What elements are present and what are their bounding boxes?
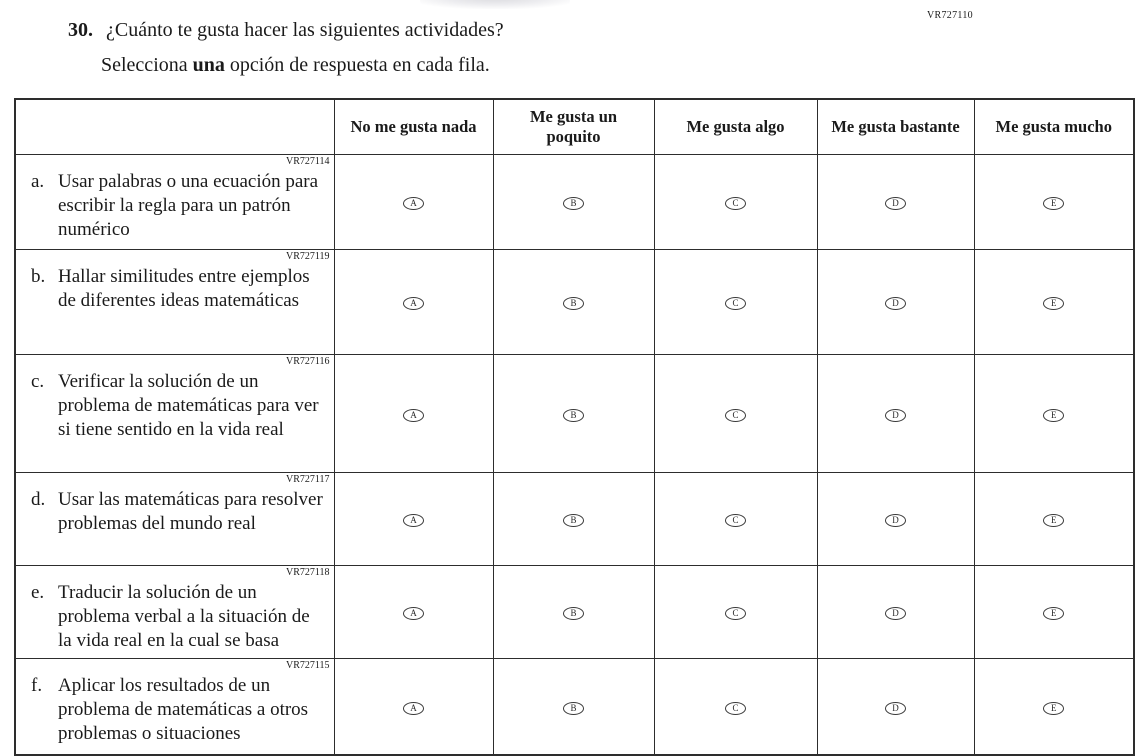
option-cell[interactable]	[334, 155, 493, 250]
option-bubble[interactable]: C	[725, 197, 746, 210]
option-bubble[interactable]: E	[1043, 197, 1064, 210]
option-cell[interactable]	[654, 659, 817, 756]
option-cell[interactable]	[654, 155, 817, 250]
option-cell[interactable]	[334, 659, 493, 756]
option-bubble[interactable]: B	[563, 702, 584, 715]
header-cell: Me gusta un poquito	[493, 99, 654, 155]
row-code: VR727117	[285, 474, 330, 485]
option-cell[interactable]	[817, 659, 974, 756]
option-cell[interactable]	[334, 473, 493, 566]
option-cell[interactable]	[654, 473, 817, 566]
instruction-bold-word: una	[192, 54, 225, 76]
form-code: VR727110	[927, 10, 973, 21]
row-code: VR727114	[285, 156, 330, 167]
cropped-gray-box	[420, 0, 570, 9]
option-cell[interactable]	[817, 155, 974, 250]
option-cell[interactable]	[974, 355, 1134, 473]
row-letter: d.	[31, 488, 46, 510]
table-row	[15, 473, 1134, 566]
header-empty-cell	[15, 99, 334, 155]
option-cell[interactable]	[493, 659, 654, 756]
option-cell[interactable]	[817, 355, 974, 473]
option-bubble[interactable]: E	[1043, 607, 1064, 620]
row-text: Usar las matemáticas para resolver problemas del mundo real	[58, 488, 323, 534]
option-bubble[interactable]: D	[885, 514, 906, 527]
option-bubble[interactable]: D	[885, 702, 906, 715]
survey-table-body	[15, 155, 1134, 756]
table-row	[15, 566, 1134, 659]
option-bubble[interactable]: B	[563, 409, 584, 422]
option-cell[interactable]	[493, 355, 654, 473]
option-cell[interactable]	[974, 659, 1134, 756]
row-text: Verificar la solución de un problema de matemáticas para ver si tiene sentido en la vida real	[58, 370, 319, 440]
question-line	[68, 18, 504, 43]
row-letter: e.	[31, 581, 45, 603]
row-text: Usar palabras o una ecuación para escribir la regla para un patrón numérico	[58, 170, 319, 240]
row-letter: c.	[31, 370, 45, 392]
item-text	[16, 486, 334, 540]
option-cell[interactable]	[817, 473, 974, 566]
item-text	[16, 579, 334, 657]
option-cell[interactable]	[493, 155, 654, 250]
row-letter: f.	[31, 674, 43, 696]
item-cell	[15, 659, 334, 756]
row-letter: b.	[31, 265, 46, 287]
instruction-prefix: Selecciona	[101, 54, 193, 76]
option-bubble[interactable]: A	[403, 297, 424, 310]
table-row	[15, 355, 1134, 473]
survey-table	[14, 98, 1135, 756]
option-bubble[interactable]: B	[563, 607, 584, 620]
option-bubble[interactable]: D	[885, 409, 906, 422]
header-cell: No me gusta nada	[334, 99, 493, 155]
option-cell[interactable]	[817, 250, 974, 355]
table-row	[15, 155, 1134, 250]
option-bubble[interactable]: E	[1043, 514, 1064, 527]
option-bubble[interactable]: D	[885, 607, 906, 620]
question-instruction	[101, 54, 504, 77]
option-cell[interactable]	[654, 250, 817, 355]
option-bubble[interactable]: A	[403, 514, 424, 527]
option-cell[interactable]	[493, 250, 654, 355]
row-text: Hallar similitudes entre ejemplos de diferentes ideas matemáticas	[58, 265, 310, 311]
item-text	[16, 263, 334, 317]
option-bubble[interactable]: D	[885, 297, 906, 310]
option-bubble[interactable]: B	[563, 297, 584, 310]
question-number: 30.	[68, 19, 93, 41]
option-bubble[interactable]: A	[403, 409, 424, 422]
row-letter: a.	[31, 170, 45, 192]
option-bubble[interactable]: D	[885, 197, 906, 210]
option-bubble[interactable]: E	[1043, 297, 1064, 310]
option-cell[interactable]	[654, 566, 817, 659]
option-cell[interactable]	[493, 473, 654, 566]
table-row	[15, 659, 1134, 756]
option-bubble[interactable]: C	[725, 409, 746, 422]
option-cell[interactable]	[334, 250, 493, 355]
item-text	[16, 672, 334, 750]
row-code: VR727115	[285, 660, 330, 671]
table-row	[15, 250, 1134, 355]
option-bubble[interactable]: E	[1043, 409, 1064, 422]
item-text	[16, 168, 334, 246]
option-cell[interactable]	[974, 155, 1134, 250]
row-text: Traducir la solución de un problema verbal a la situación de la vida real en la cual se basa	[58, 581, 310, 651]
item-cell	[15, 155, 334, 250]
row-code: VR727119	[285, 251, 330, 262]
item-cell	[15, 473, 334, 566]
option-cell[interactable]	[654, 355, 817, 473]
instruction-suffix: opción de respuesta en cada fila.	[224, 54, 490, 76]
option-bubble[interactable]: E	[1043, 702, 1064, 715]
option-bubble[interactable]: A	[403, 197, 424, 210]
option-cell[interactable]	[334, 355, 493, 473]
row-text: Aplicar los resultados de un problema de matemáticas a otros problemas o situaciones	[58, 674, 309, 744]
item-cell	[15, 566, 334, 659]
option-bubble[interactable]: B	[563, 197, 584, 210]
option-cell[interactable]	[974, 566, 1134, 659]
item-cell	[15, 355, 334, 473]
question-block	[68, 18, 504, 77]
option-bubble[interactable]: C	[725, 514, 746, 527]
header-cell: Me gusta algo	[654, 99, 817, 155]
header-row	[15, 99, 1134, 155]
option-bubble[interactable]: C	[725, 297, 746, 310]
option-bubble[interactable]: A	[403, 702, 424, 715]
option-cell[interactable]	[974, 250, 1134, 355]
option-bubble[interactable]: B	[563, 514, 584, 527]
option-cell[interactable]	[493, 566, 654, 659]
option-cell[interactable]	[817, 566, 974, 659]
header-cell: Me gusta mucho	[974, 99, 1134, 155]
option-cell[interactable]	[334, 566, 493, 659]
header-cell: Me gusta bastante	[817, 99, 974, 155]
option-bubble[interactable]: C	[725, 607, 746, 620]
question-text: ¿Cuánto te gusta hacer las siguientes actividades?	[106, 19, 504, 41]
option-bubble[interactable]: C	[725, 702, 746, 715]
row-code: VR727118	[285, 567, 330, 578]
item-cell	[15, 250, 334, 355]
option-cell[interactable]	[974, 473, 1134, 566]
option-bubble[interactable]: A	[403, 607, 424, 620]
item-text	[16, 368, 334, 446]
row-code: VR727116	[285, 356, 330, 367]
